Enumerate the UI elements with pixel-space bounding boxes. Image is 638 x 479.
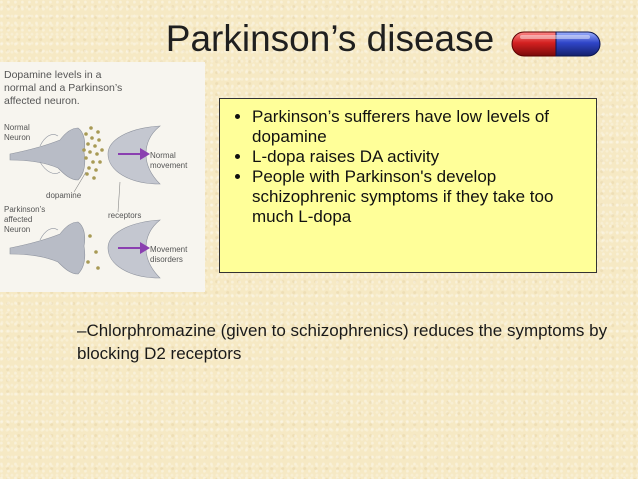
neuron-diagram (0, 62, 205, 292)
dopamine-dots-normal (82, 126, 104, 180)
receptors-leader-line (118, 182, 120, 212)
normal-neuron-label-1: Normal (4, 123, 30, 132)
normal-movement-label-1: Normal (150, 151, 176, 160)
movement-disorders-label-2: disorders (150, 255, 183, 264)
normal-movement-label-2: movement (150, 161, 188, 170)
bullet-box (219, 98, 597, 273)
capsule-pill-icon (510, 30, 602, 58)
pd-neuron-label-3: Neuron (4, 225, 31, 234)
footnote-text: –Chlorphromazine (given to schizophrenics) reduces the symptoms by blocking D2 receptors (77, 321, 608, 363)
bullet-item: • People with Parkinson's develop schizophrenic symptoms if they take too much L-dopa (252, 167, 586, 227)
pd-neuron-label-2: affected (4, 215, 33, 224)
movement-disorders-label-1: Movement (150, 245, 188, 254)
bullet-list (220, 107, 596, 227)
figure-caption-1: Dopamine levels in a (4, 69, 102, 81)
receptors-label: receptors (108, 211, 142, 220)
bullet-item: • Parkinson’s sufferers have low levels of dopamine (252, 107, 586, 147)
dopamine-label: dopamine (46, 191, 82, 200)
slide-title: Parkinson’s disease (165, 18, 495, 59)
bullet-item: • L-dopa raises DA activity (252, 147, 586, 167)
normal-neuron-label-2: Neuron (4, 133, 31, 142)
figure-caption-2: normal and a Parkinson’s (4, 82, 123, 94)
pd-neuron-label-1: Parkinson’s (4, 205, 46, 214)
dopamine-dots-pd (86, 234, 100, 270)
figure-caption-3: affected neuron. (4, 95, 80, 107)
